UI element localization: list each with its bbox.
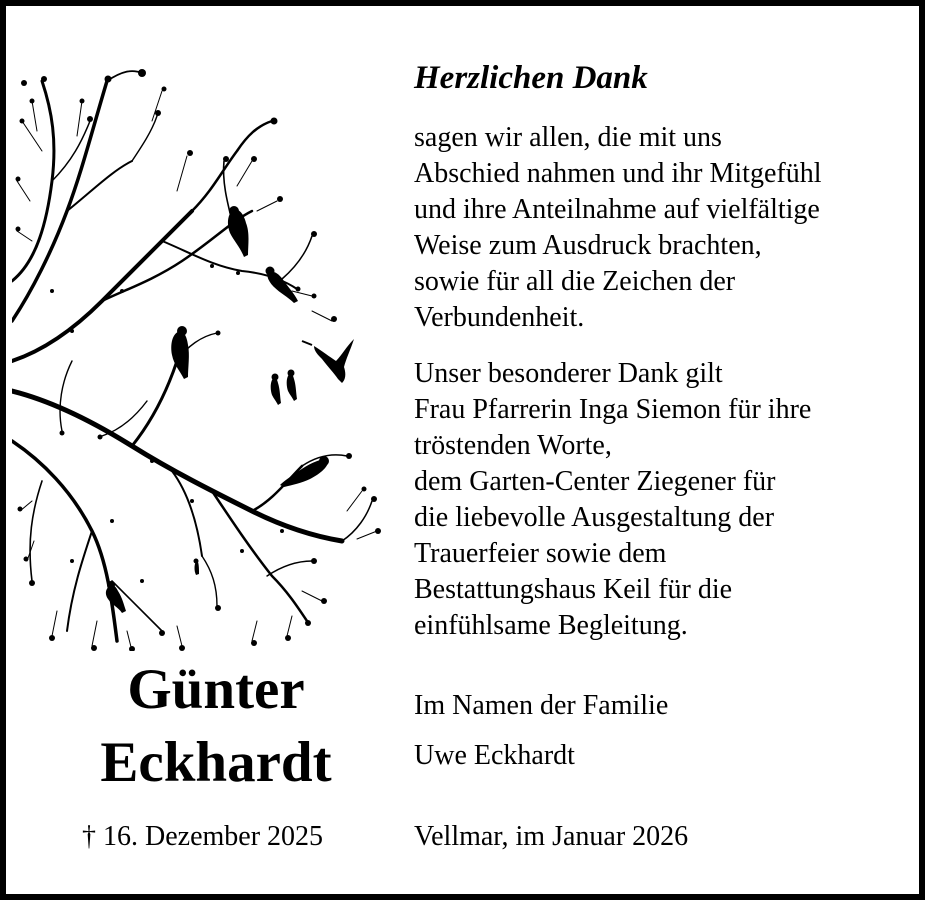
- tree-with-birds-illustration: [12, 61, 382, 651]
- paragraph-line: Verbundenheit.: [414, 302, 585, 333]
- paragraph-line: die liebevolle Ausgestaltung der: [414, 502, 775, 533]
- deceased-first-name: Günter: [127, 658, 305, 721]
- paragraph-line: Frau Pfarrerin Inga Siemon für ihre: [414, 394, 812, 425]
- paragraph-line: tröstenden Worte,: [414, 430, 612, 461]
- paragraph-line: Trauerfeier sowie dem: [414, 538, 667, 569]
- paragraph-line: dem Garten-Center Ziegener für: [414, 466, 776, 497]
- thanks-paragraph-2: [414, 356, 811, 644]
- thanks-paragraph-1: [414, 120, 821, 336]
- paragraph-line: Bestattungshaus Keil für die: [414, 574, 733, 605]
- paragraph-line: und ihre Anteilnahme auf vielfältige: [414, 194, 820, 225]
- paragraph-line: Unser besonderer Dank gilt: [414, 358, 723, 389]
- signature-family-line: Im Namen der Familie: [414, 690, 669, 721]
- place-and-date: Vellmar, im Januar 2026: [414, 821, 689, 852]
- signature-name: Uwe Eckhardt: [414, 740, 575, 771]
- deceased-last-name: Eckhardt: [100, 731, 332, 794]
- heading-herzlichen-dank: Herzlichen Dank: [414, 60, 648, 96]
- paragraph-line: sagen wir allen, die mit uns: [414, 122, 722, 153]
- paragraph-line: Weise zum Ausdruck brachten,: [414, 230, 762, 261]
- paragraph-line: sowie für all die Zeichen der: [414, 266, 736, 297]
- paragraph-line: einfühlsame Begleitung.: [414, 610, 688, 641]
- paragraph-line: Abschied nahmen und ihr Mitgefühl: [414, 158, 822, 189]
- death-date: † 16. Dezember 2025: [82, 821, 324, 852]
